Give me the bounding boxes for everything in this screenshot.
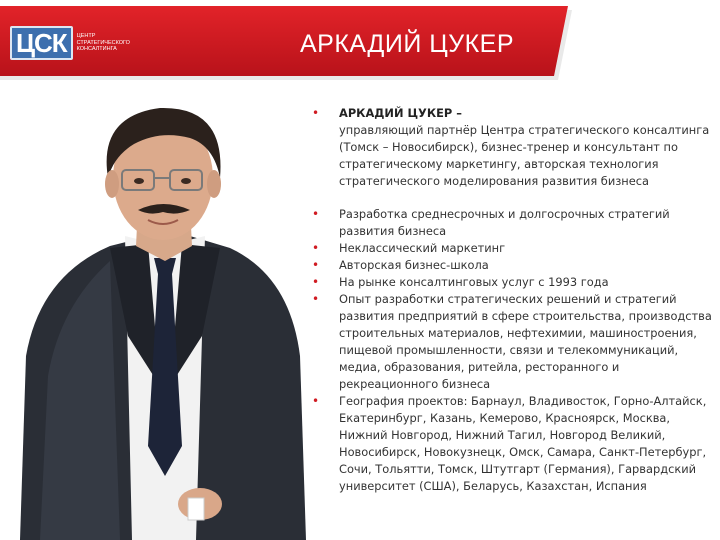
bullet-icon: • [312, 241, 320, 255]
bio-name: АРКАДИЙ ЦУКЕР – [339, 106, 462, 120]
portrait-photo [0, 86, 330, 540]
bullet-icon: • [312, 275, 320, 289]
list-item [312, 257, 714, 274]
list-item-text: Опыт разработки стратегических решений и стратегий развития предприятий в сфере строительства, производства строительных материалов, нефтехимии, машиностроения, пищевой промышленности, связи и телекоммуникаций, медиа, образования, ритейла, ресторанного и рекреационного бизнеса [339, 292, 712, 391]
bullet-icon: • [312, 106, 320, 120]
list-item [312, 206, 714, 240]
logo-caption: ЦЕНТР СТРАТЕГИЧЕСКОГО КОНСАЛТИНГА [76, 33, 130, 53]
bullet-icon: • [312, 207, 320, 221]
list-item-text: Авторская бизнес-школа [339, 258, 489, 272]
company-logo [10, 26, 137, 60]
list-item-text: Разработка среднесрочных и долгосрочных стратегий развития бизнеса [339, 207, 670, 238]
list-item-text: На рынке консалтинговых услуг с 1993 года [339, 275, 609, 289]
list-item [312, 291, 714, 393]
list-item-text: Неклассический маркетинг [339, 241, 506, 255]
bullet-icon: • [312, 292, 320, 306]
bullet-icon: • [312, 258, 320, 272]
content-area [312, 105, 714, 495]
header-banner [0, 0, 720, 84]
list-item-text: География проектов: Барнаул, Владивосток, Горно-Алтайск, Екатеринбург, Казань, Кемерово, Красноярск, Москва, Нижний Новгород, Нижний Тагил, Новгород Великий, Новосибирск, Новокузнецк, Омск, Самара, Санкт-Петербург, Сочи, Тольятти, Томск, Штутгарт (Германия), Гарвардский университет (США), Беларусь, Казахстан, Испания [339, 394, 707, 493]
bio-item [312, 105, 714, 190]
slide-title: АРКАДИЙ ЦУКЕР [300, 30, 515, 58]
bullet-icon: • [312, 394, 320, 408]
list-item [312, 393, 714, 495]
bio-description: управляющий партнёр Центра стратегического консалтинга (Томск – Новосибирск), бизнес-тренер и консультант по стратегическому маркетингу, авторская технология стратегического моделирования развития бизнеса [339, 123, 710, 188]
list-item [312, 274, 714, 291]
bullet-list [312, 105, 714, 495]
logo-mark: ЦСК [10, 26, 73, 60]
list-item [312, 240, 714, 257]
